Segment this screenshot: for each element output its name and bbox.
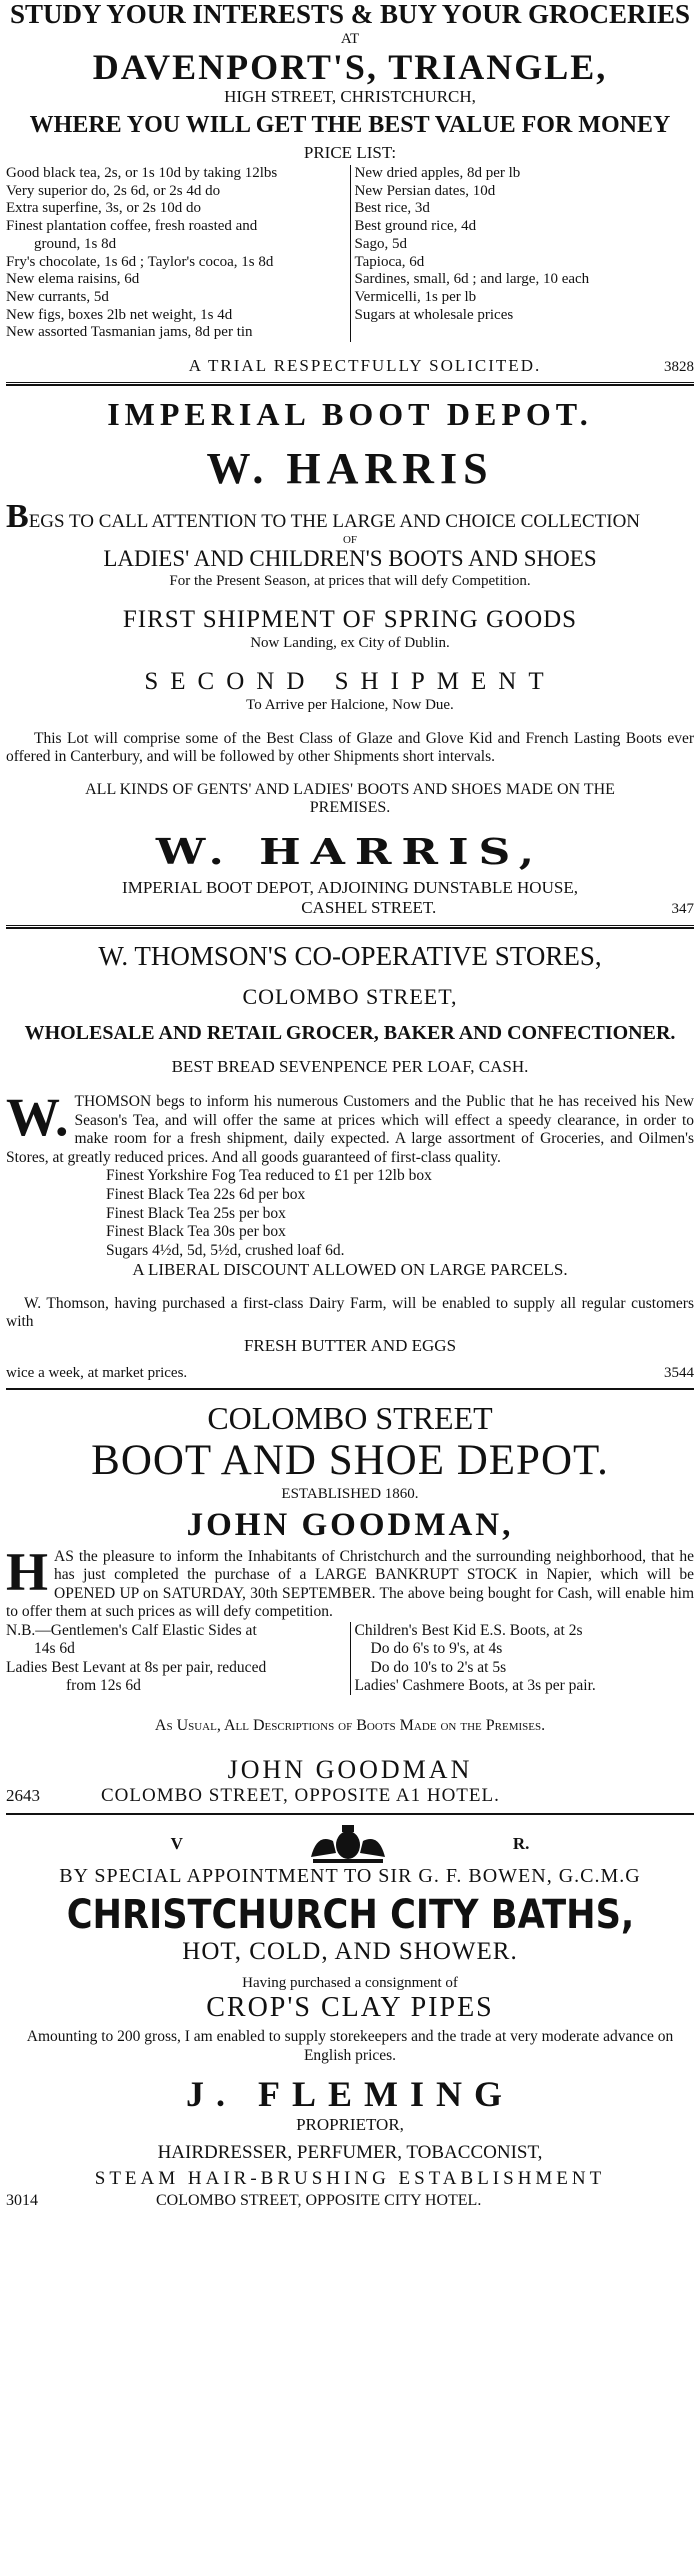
fleming-trade: HAIRDRESSER, PERFUMER, TOBACCONIST, [157,2141,543,2163]
davenports-closing: A TRIAL RESPECTFULLY SOLICITED. [188,355,542,375]
harris-intro-text: EGS TO CALL ATTENTION TO THE LARGE AND CHOICE COLLECTION [28,510,641,532]
price-item: Best rice, 3d [354,200,430,217]
price-item: New elema raisins, 6d [6,271,140,288]
fleming-name: J. FLEMING [185,2074,514,2115]
price-item: Sardines, small, 6d ; and large, 10 each [354,271,590,288]
harris-lot-text: This Lot will comprise some of the Best Class of Glaze and Glove Kid and French Lasting Boots ever offered in Canterbury, and will be followed by other Shipments short intervals. [6,729,694,766]
price-list-right [351,165,695,342]
baths-amount: Amounting to 200 gross, I am enabled to supply storekeepers and the trade at very moderate advance on English prices. [26,2028,674,2064]
harris-logo-text: W. HARRIS, [155,832,545,873]
goodman-headline: BOOT AND SHOE DEPOT. [91,1437,609,1485]
price-item: Ladies Best Levant at 8s per pair, reduced [6,1658,267,1676]
price-item: Best ground rice, 4d [354,218,477,235]
harris-logo [6,827,694,878]
list-item: Sugars 4½d, 5d, 5½d, crushed loaf 6d. [106,1241,345,1259]
goodman-price-right [351,1622,695,1695]
price-item: New figs, boxes 2lb net weight, 1s 4d [6,306,233,323]
harris-season: For the Present Season, at prices that will defy Competition. [169,572,531,589]
thomson-bread: BEST BREAD SEVENPENCE PER LOAF, CASH. [171,1056,529,1076]
ad-reference-number: 2643 [6,1786,40,1806]
thomson-trade: WHOLESALE AND RETAIL GROCER, BAKER AND CONFECTIONER. [24,1021,676,1044]
goodman-drop-letter: H [6,1541,49,1602]
fleming-steam: STEAM HAIR-BRUSHING ESTABLISHMENT [94,2167,606,2189]
harris-address2: CASHEL STREET. [301,898,437,918]
baths-headline-wrap [6,1892,694,1938]
ad-reference-number: 3544 [664,1365,694,1382]
davenports-name: DAVENPORT'S, TRIANGLE, [92,46,608,87]
thomson-fresh: FRESH BUTTER AND EGGS [243,1336,457,1355]
price-item: Fry's chocolate, 1s 6d ; Taylor's cocoa, 1s 8d [6,253,274,270]
price-item: Vermicelli, 1s per lb [354,288,477,305]
goodman-boot-depot-ad [6,1400,694,1815]
thomson-body-text: THOMSON begs to inform his numerous Customers and the Public that he has received his New Season's Tea, and will offer the same at prices which will effect a speedy clearance, in order to make room for a fresh shipment, daily expected. A large assortment of Groceries, and Oilmen's Stores, at greatly reduced prices. And all goods guaranteed of first-class quality. [6,1093,694,1166]
thomson-stores-ad [6,941,694,1391]
goodman-name: JOHN GOODMAN, [186,1506,514,1543]
ad-reference-number: 347 [671,901,694,918]
price-item: Sago, 5d [354,235,407,252]
goodman-established: ESTABLISHED 1860. [281,1485,419,1502]
royal-coat-of-arms-icon [303,1823,393,1865]
harris-intro-letter: B [6,497,29,535]
davenports-address: HIGH STREET, CHRISTCHURCH, [224,87,476,107]
thomson-twice: wice a week, at market prices. [6,1365,188,1382]
goodman-name2: JOHN GOODMAN [227,1755,473,1785]
davenports-at: AT [340,30,360,47]
crest-left-letter: V [170,1834,183,1854]
goodman-address: COLOMBO STREET, OPPOSITE A1 HOTEL. [101,1785,500,1807]
price-item: Sugars at wholesale prices [354,306,514,323]
divider [6,382,694,386]
harris-address1: IMPERIAL BOOT DEPOT, ADJOINING DUNSTABLE HOUSE, [122,877,578,897]
baths-types: HOT, COLD, AND SHOWER. [182,1938,518,1966]
price-item: New dried apples, 8d per lb [354,165,521,182]
baths-appointment: BY SPECIAL APPOINTMENT TO SIR G. F. BOWEN, G.C.M.G [59,1865,641,1888]
price-list-title: PRICE LIST: [303,142,397,162]
list-item: Finest Black Tea 30s per box [106,1223,286,1241]
price-item: Good black tea, 2s, or 1s 10d by taking 12lbs [6,165,278,182]
second-shipment-note: To Arrive per Halcione, Now Due. [246,696,454,713]
harris-footer [6,898,694,918]
second-shipment: SECOND SHIPMENT [144,667,556,695]
price-list [6,165,694,342]
city-baths-ad [6,1823,694,2210]
harris-intro [6,497,694,535]
ad-reference-number: 3014 [6,2191,38,2209]
thomson-body [6,1087,694,1167]
price-item: from 12s 6d [66,1676,141,1694]
price-item: Ladies' Cashmere Boots, at 3s per pair. [354,1676,596,1694]
goodman-street: COLOMBO STREET [207,1400,493,1437]
davenports-headline: STUDY YOUR INTERESTS & BUY YOUR GROCERIES [9,0,691,29]
thomson-street: COLOMBO STREET, [242,983,458,1009]
first-shipment: FIRST SHIPMENT OF SPRING GOODS [122,605,578,633]
price-item: ground, 1s 8d [34,235,117,252]
first-shipment-note: Now Landing, ex City of Dublin. [250,634,450,651]
price-item: Tapioca, 6d [354,253,425,270]
price-item: N.B.—Gentlemen's Calf Elastic Sides at [6,1622,257,1640]
ad-reference-number: 3828 [663,358,694,375]
divider [6,925,694,929]
thomson-drop-letter: W. [6,1087,69,1148]
divider [6,1813,694,1815]
list-item: Finest Yorkshire Fog Tea reduced to £1 per 12lb box [106,1167,432,1185]
thomson-discount: A LIBERAL DISCOUNT ALLOWED ON LARGE PARCELS. [132,1260,568,1280]
goodman-body-text: AS the pleasure to inform the Inhabitants of Christchurch and the surrounding neighborhood, that he has just completed the purchase of a LARGE BANKRUPT STOCK in Napier, which will be OPENED UP on SATURDAY, 30th SEPTEMBER. The above being bought for Cash, will enable him to offer them at such prices as will defy competition. [6,1547,694,1621]
fleming-address: COLOMBO STREET, OPPOSITE CITY HOTEL. [156,2191,482,2209]
thomson-headline: W. THOMSON'S CO-OPERATIVE STORES, [98,940,602,971]
imperial-boot-depot-ad [6,396,694,928]
price-item: Finest plantation coffee, fresh roasted and [6,218,258,235]
baths-having: Having purchased a consignment of [242,1975,458,1992]
harris-name: W. HARRIS [206,444,494,494]
list-item: Finest Black Tea 22s 6d per box [106,1186,306,1204]
price-item: New assorted Tasmanian jams, 8d per tin [6,324,253,341]
price-item: Very superior do, 2s 6d, or 2s 4d do [6,182,221,199]
goodman-price-left [6,1622,351,1695]
price-item: Children's Best Kid E.S. Boots, at 2s [354,1622,583,1640]
price-list-left [6,165,351,342]
thomson-tea-list [6,1167,694,1260]
divider [6,1388,694,1390]
crest-right-letter: R. [512,1834,530,1854]
fleming-footer [6,2192,694,2210]
harris-of: OF [342,533,358,546]
goodman-price-list [6,1622,694,1695]
price-item: Extra superfine, 3s, or 2s 10d do [6,200,201,217]
baths-headline: CHRISTCHURCH CITY BATHS, [66,1892,634,1939]
harris-all-kinds: ALL KINDS OF GENTS' AND LADIES' BOOTS AND SHOES MADE ON THE PREMISES. [85,780,615,816]
thomson-dairy: W. Thomson, having purchased a first-class Dairy Farm, will be enabled to supply all regular customers with [6,1294,694,1331]
davenports-footer [6,356,694,376]
davenports-tagline: WHERE YOU WILL GET THE BEST VALUE FOR MONEY [29,111,671,138]
fleming-proprietor: PROPRIETOR, [296,2115,404,2135]
baths-pipes: CROP'S CLAY PIPES [206,1992,494,2024]
goodman-body [6,1541,694,1622]
price-item: Do do 6's to 9's, at 4s [370,1640,503,1658]
goodman-as-usual: As Usual, All Descriptions of Boots Made on the Premises. [154,1717,546,1735]
thomson-footer [6,1364,694,1382]
harris-category: LADIES' AND CHILDREN'S BOOTS AND SHOES [103,545,597,571]
price-item: New currants, 5d [6,288,109,305]
price-item: New Persian dates, 10d [354,182,496,199]
royal-crest [6,1823,694,1865]
price-item: Do do 10's to 2's at 5s [370,1658,507,1676]
list-item: Finest Black Tea 25s per box [106,1204,286,1222]
imperial-headline: IMPERIAL BOOT DEPOT. [107,396,593,433]
goodman-footer [6,1785,694,1807]
price-item: 14s 6d [34,1640,75,1658]
davenports-ad [6,0,694,386]
